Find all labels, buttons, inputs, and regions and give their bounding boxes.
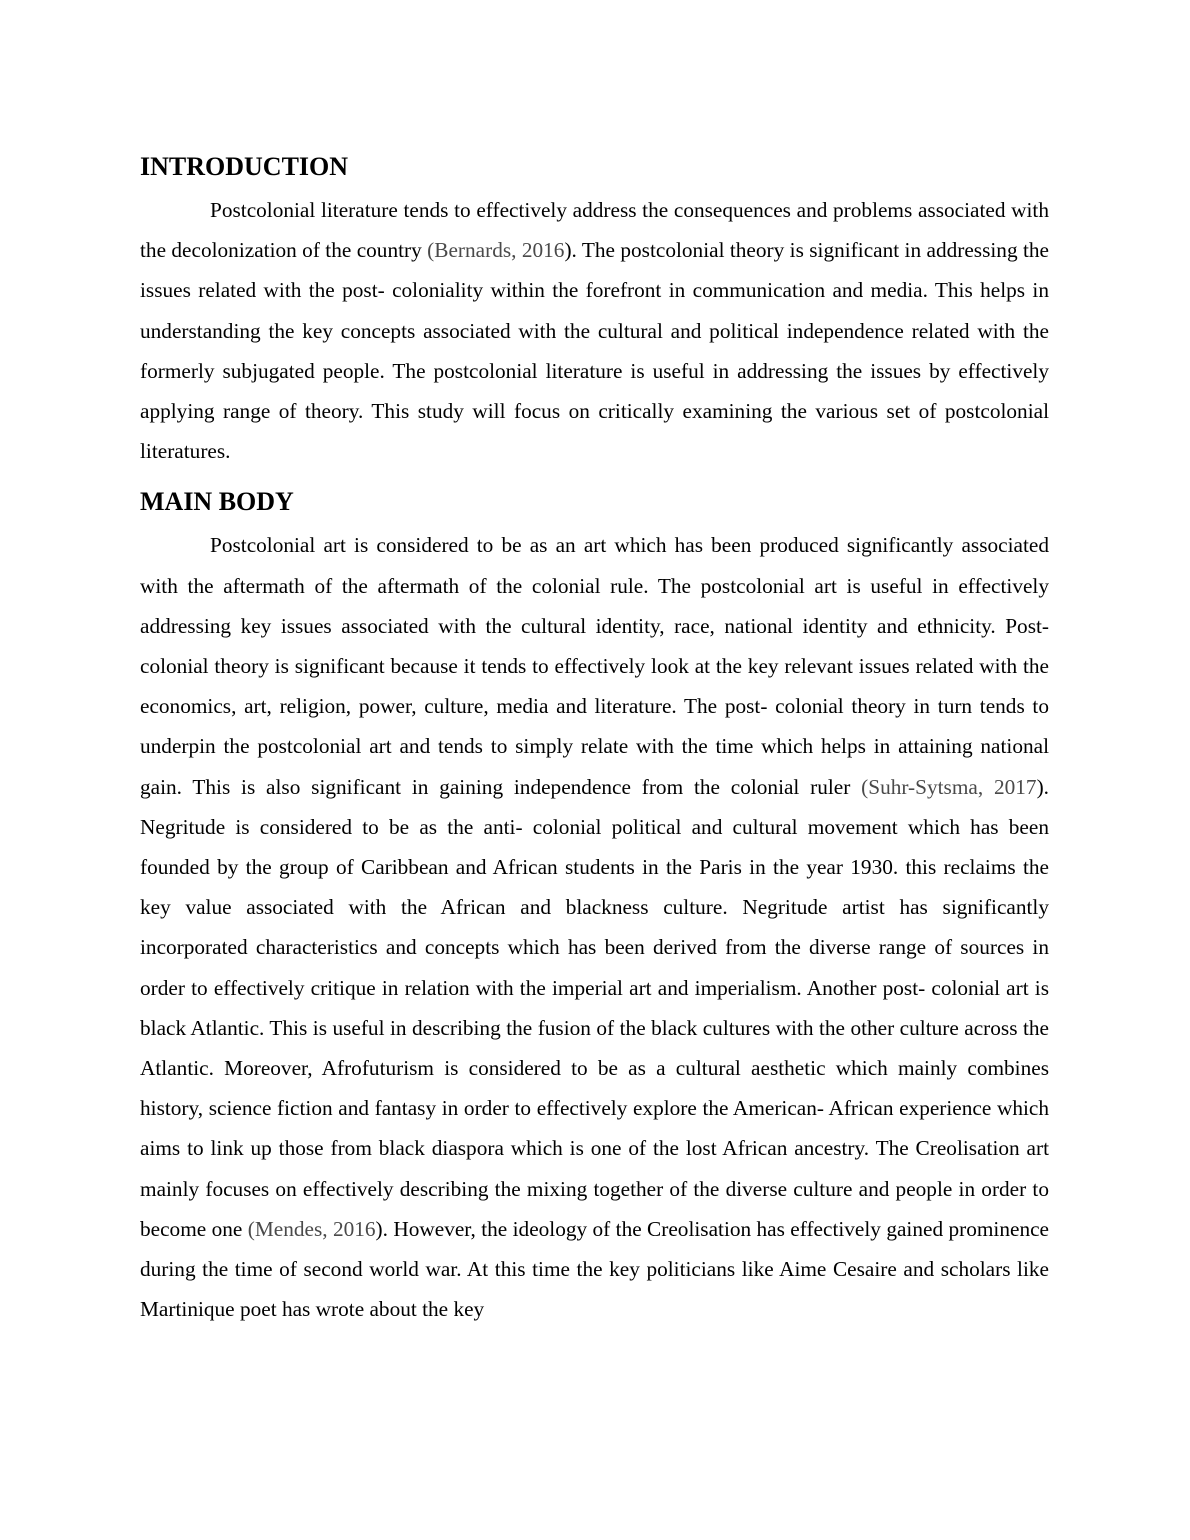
citation-suhr-sytsma: (Suhr-Sytsma, 2017 xyxy=(861,774,1037,799)
main-body-heading: MAIN BODY xyxy=(140,487,294,517)
introduction-heading: INTRODUCTION xyxy=(140,152,349,181)
citation-mendes: (Mendes, 2016 xyxy=(247,1216,376,1241)
document-page xyxy=(140,148,1049,1341)
main-body-text-3: ). However, the ideology of the Creolisation has effectively gained prominence during the time of second world war. At this time the key politicians like Aime Cesaire and scholars like Martinique poet has wrote about the key xyxy=(140,1216,1049,1322)
main-body-text-2: ). Negritude is considered to be as the anti- colonial political and cultural movement which has been founded by the group of Caribbean and African students in the Paris in the year 1930. this reclaims the key value associated with the African and blackness culture. Negritude artist has significantly incorporated characteristics and concepts which has been derived from the diverse range of sources in order to effectively critique in relation with the imperial art and imperialism. Another post- colonial art is black Atlantic. This is useful in describing the fusion of the black cultures with the other culture across the Atlantic. Moreover, Afrofuturism is considered to be as a cultural aesthetic which mainly combines history, science fiction and fantasy in order to effectively explore the American- African experience which aims to link up those from black diaspora which is one of the lost African ancestry. The Creolisation art mainly focuses on effectively describing the mixing together of the diverse culture and people in order to become one xyxy=(140,774,1049,1241)
main-body-text-1: Postcolonial art is considered to be as an art which has been produced significantly associated with the aftermath of the aftermath of the colonial rule. The postcolonial art is useful in effectively addressing key issues associated with the cultural identity, race, national identity and ethnicity. Post- colonial theory is significant because it tends to effectively look at the key relevant issues related with the economics, art, religion, power, culture, media and literature. The post- colonial theory in turn tends to underpin the postcolonial art and tends to simply relate with the time which helps in attaining national gain. This is also significant in gaining independence from the colonial ruler xyxy=(140,533,1049,799)
main-body-paragraph xyxy=(140,525,1049,1329)
citation-bernards: (Bernards, 2016 xyxy=(427,238,565,263)
introduction-text-1: Postcolonial literature tends to effectively address the consequences and problems associated with the decolonization of the country xyxy=(140,198,1049,263)
introduction-text-2: ). The postcolonial theory is significant in addressing the issues related with the post- coloniality within the forefront in communication and media. This helps in understanding the key concepts associated with the cultural and political independence related with the formerly subjugated people. The postcolonial literature is useful in addressing the issues by effectively applying range of theory. This study will focus on critically examining the various set of postcolonial literatures. xyxy=(140,238,1050,464)
introduction-paragraph xyxy=(140,190,1049,471)
